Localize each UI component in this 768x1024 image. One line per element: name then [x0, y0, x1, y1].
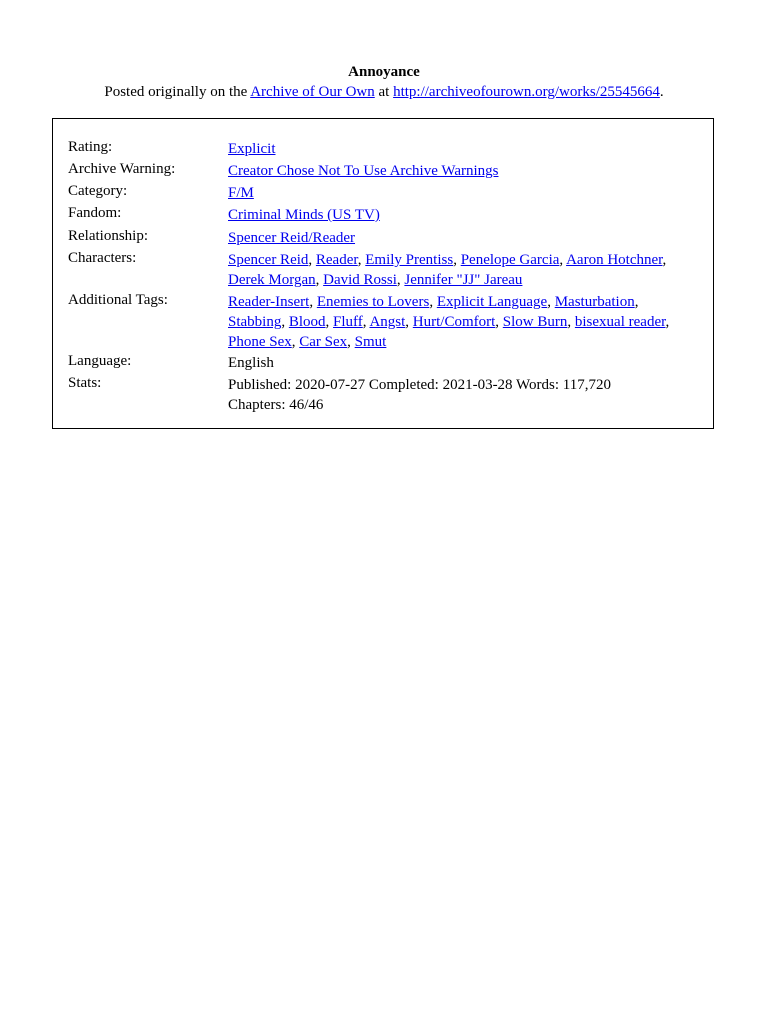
tag-link[interactable]: Enemies to Lovers [316, 294, 430, 310]
stats-line-published: Published: 2020-07-27 Completed: 2021-03-28 Words: 117,720 [228, 377, 611, 393]
character-link[interactable]: Jennifer "JJ" Jareau [404, 272, 523, 288]
posted-prefix: Posted originally on the [104, 84, 251, 100]
tag-link[interactable]: Masturbation [554, 294, 635, 310]
archive-warning-link[interactable]: Creator Chose Not To Use Archive Warnings [228, 163, 499, 179]
fandom-value [228, 205, 701, 225]
category-label: Category: [68, 183, 128, 199]
archive-warning-label: Archive Warning: [68, 161, 176, 177]
tag-link[interactable]: Hurt/Comfort [412, 314, 496, 330]
stats-label: Stats: [68, 375, 102, 391]
character-link[interactable]: Emily Prentiss [365, 252, 454, 268]
posted-line [0, 82, 768, 103]
tag-link[interactable]: Stabbing [228, 314, 282, 330]
character-link[interactable]: David Rossi [323, 272, 397, 288]
tag-link[interactable]: Car Sex [299, 334, 348, 350]
archive-link[interactable]: Archive of Our Own [250, 84, 375, 100]
work-url-link[interactable]: http://archiveofourown.org/works/25545664 [393, 84, 660, 100]
tag-link[interactable]: Blood [288, 314, 326, 330]
additional-tags-list: Reader-Insert, Enemies to Lovers, Explicit Language, Masturbation, Stabbing, Blood, Fluff, Angst, Hurt/Comfort, Slow Burn, bisexual reader, Phone Sex, Car Sex, Smut [228, 294, 670, 350]
language-value: English [228, 355, 274, 371]
posted-period: . [659, 84, 664, 100]
rating-link[interactable]: Explicit [228, 141, 276, 157]
stats-line-chapters: Chapters: 46/46 [228, 397, 324, 413]
characters-label: Characters: [68, 250, 137, 266]
fandom-label: Fandom: [68, 205, 122, 221]
relationship-link[interactable]: Spencer Reid/Reader [228, 230, 356, 246]
stats-value [228, 375, 701, 415]
additional-tags-label: Additional Tags: [68, 292, 168, 308]
category-value [228, 183, 701, 203]
rating-value [228, 139, 701, 159]
fandom-link[interactable]: Criminal Minds (US TV) [228, 207, 380, 223]
category-link[interactable]: F/M [228, 185, 254, 201]
character-link[interactable]: Reader [315, 252, 358, 268]
tag-link[interactable]: Phone Sex [228, 334, 292, 350]
tag-link[interactable]: Angst [369, 314, 406, 330]
tag-link[interactable]: Slow Burn [502, 314, 568, 330]
relationship-label: Relationship: [68, 228, 148, 244]
at-text: at [374, 84, 394, 100]
work-title: Annoyance [348, 64, 420, 80]
work-header [0, 63, 768, 103]
character-link[interactable]: Penelope Garcia [460, 252, 560, 268]
language-label: Language: [68, 353, 132, 369]
tag-link[interactable]: Fluff [333, 314, 363, 330]
relationship-value [228, 228, 701, 248]
characters-list: Spencer Reid, Reader, Emily Prentiss, Penelope Garcia, Aaron Hotchner, Derek Morgan, David Rossi, Jennifer "JJ" Jareau [228, 252, 667, 288]
character-link[interactable]: Spencer Reid [228, 252, 309, 268]
archive-warning-value [228, 161, 701, 181]
tag-link[interactable]: bisexual reader [574, 314, 666, 330]
rating-label: Rating: [68, 139, 113, 155]
work-metadata-box [52, 118, 714, 429]
character-link[interactable]: Aaron Hotchner [566, 252, 663, 268]
character-link[interactable]: Derek Morgan [228, 272, 316, 288]
tag-link[interactable]: Reader-Insert [228, 294, 310, 310]
tag-link[interactable]: Explicit Language [436, 294, 548, 310]
tag-link[interactable]: Smut [354, 334, 387, 350]
